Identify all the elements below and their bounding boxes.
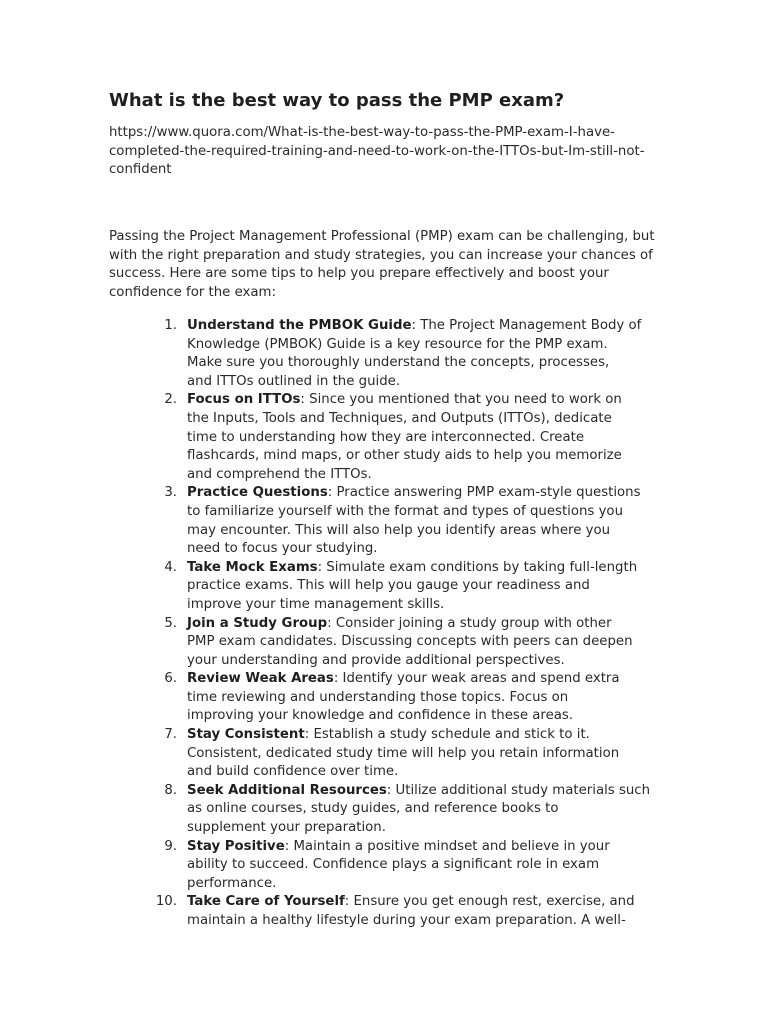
list-item (0, 893, 768, 930)
list-item (0, 726, 768, 782)
list-item-line: and comprehend the ITTOs. (187, 466, 372, 482)
list-item-number: 4. (164, 559, 177, 575)
list-item-heading: Understand the PMBOK Guide (187, 318, 412, 333)
list-item-line: performance. (187, 875, 277, 891)
list-item-line: time to understanding how they are interconnected. Create (187, 429, 584, 445)
list-item-line (187, 317, 647, 336)
list-item (0, 559, 768, 615)
list-item-line (187, 893, 647, 912)
list-item-line: Knowledge (PMBOK) Guide is a key resource for the PMP exam. (187, 336, 608, 352)
list-item-first-line-text: : Utilize additional study materials such (386, 782, 651, 798)
list-item-heading: Review Weak Areas (187, 671, 334, 687)
list-item-line (187, 391, 647, 410)
list-item-line: improving your knowledge and confidence in these areas. (187, 708, 574, 724)
list-item-line: PMP exam candidates. Discussing concepts with peers can deepen (187, 634, 633, 650)
list-item-text (187, 559, 647, 615)
list-item-text (187, 484, 647, 558)
list-item (0, 615, 768, 671)
list-item-line: Make sure you thoroughly understand the concepts, processes, (187, 355, 610, 371)
list-item-number: 10. (155, 894, 177, 910)
list-item (0, 484, 768, 558)
intro-line: confidence for the exam: (109, 284, 276, 300)
list-item (0, 317, 768, 391)
list-item-line: need to focus your studying. (187, 541, 378, 557)
list-item-heading: Stay Positive (187, 838, 285, 854)
list-item-line: your understanding and provide additional perspectives. (187, 652, 565, 668)
list-item-number: 2. (164, 392, 177, 408)
list-item-line (187, 670, 647, 689)
list-item-line (187, 726, 647, 745)
list-item (0, 782, 768, 838)
list-item-line (187, 559, 647, 578)
intro-line: Passing the Project Management Professional (PMP) exam can be challenging, but (109, 229, 655, 244)
list-item-line: ability to succeed. Confidence plays a significant role in exam (187, 857, 600, 873)
list-item-number: 9. (164, 838, 177, 854)
list-item-line: practice exams. This will help you gauge your readiness and (187, 578, 590, 594)
source-url-line: confident (109, 162, 172, 177)
list-item-line: supplement your preparation. (187, 820, 386, 836)
list-item-first-line-text: : Maintain a positive mindset and believe in your (284, 838, 610, 854)
tips-list (0, 317, 768, 931)
intro-line: success. Here are some tips to help you prepare effectively and boost your (109, 266, 609, 281)
list-item-line (187, 838, 647, 857)
list-item-number: 5. (164, 615, 177, 631)
source-url-line: https://www.quora.com/What-is-the-best-way-to-pass-the-PMP-exam-I-have- (109, 125, 615, 140)
page-title: What is the best way to pass the PMP exam? (109, 90, 565, 111)
list-item-heading: Practice Questions (187, 485, 328, 501)
list-item-first-line-text: : Identify your weak areas and spend extra (333, 671, 620, 687)
list-item-text (187, 838, 647, 894)
list-item-text (187, 317, 647, 391)
list-item-line (187, 484, 647, 503)
intro-paragraph (109, 228, 669, 302)
intro-line: with the right preparation and study strategies, you can increase your chances of (109, 247, 653, 263)
source-url-line: completed-the-required-training-and-need-to-work-on-the-ITTOs-but-Im-still-not- (109, 143, 645, 159)
list-item-line: and ITTOs outlined in the guide. (187, 373, 401, 389)
list-item-line: improve your time management skills. (187, 596, 445, 612)
list-item-first-line-text: : Simulate exam conditions by taking full-length (317, 559, 638, 575)
list-item-line (187, 782, 651, 801)
list-item-heading: Stay Consistent (187, 727, 305, 743)
list-item-line: the Inputs, Tools and Techniques, and Outputs (ITTOs), dedicate (187, 410, 612, 426)
list-item-heading: Seek Additional Resources (187, 782, 387, 798)
list-item-first-line-text: : Practice answering PMP exam-style questions (327, 485, 641, 501)
list-item-text (187, 726, 647, 782)
list-item (0, 838, 768, 894)
list-item-first-line-text: : The Project Management Body of (411, 318, 642, 333)
list-item-number: 7. (164, 727, 177, 743)
list-item-line: Consistent, dedicated study time will help you retain information (187, 745, 620, 761)
list-item-first-line-text: : Ensure you get enough rest, exercise, and (344, 894, 635, 910)
list-item-line: time reviewing and understanding those topics. Focus on (187, 689, 569, 705)
list-item-number: 8. (164, 782, 177, 798)
list-item-heading: Join a Study Group (187, 615, 328, 631)
list-item-line: as online courses, study guides, and reference books to (187, 801, 559, 817)
list-item-number: 6. (164, 671, 177, 687)
list-item-text (187, 782, 651, 838)
list-item (0, 391, 768, 484)
list-item-first-line-text: : Since you mentioned that you need to work on (300, 392, 622, 408)
list-item-line (187, 615, 647, 634)
list-item-line: may encounter. This will also help you identify areas where you (187, 522, 611, 538)
list-item-first-line-text: : Consider joining a study group with other (327, 615, 612, 631)
list-item-line: to familiarize yourself with the format and types of questions you (187, 503, 623, 519)
list-item-text (187, 391, 647, 484)
list-item-text (187, 615, 647, 671)
list-item-heading: Take Mock Exams (187, 559, 318, 575)
list-item-line: and build confidence over time. (187, 764, 399, 780)
list-item-line: flashcards, mind maps, or other study aids to help you memorize (187, 448, 622, 464)
list-item-first-line-text: : Establish a study schedule and stick to it. (304, 727, 590, 743)
list-item-heading: Take Care of Yourself (187, 894, 345, 910)
list-item-line: maintain a healthy lifestyle during your exam preparation. A well- (187, 913, 626, 928)
list-item-text (187, 670, 647, 726)
list-item (0, 670, 768, 726)
list-item-text (187, 893, 647, 930)
source-url (109, 124, 669, 180)
list-item-number: 3. (164, 485, 177, 501)
list-item-number: 1. (164, 318, 177, 333)
list-item-heading: Focus on ITTOs (187, 392, 301, 408)
